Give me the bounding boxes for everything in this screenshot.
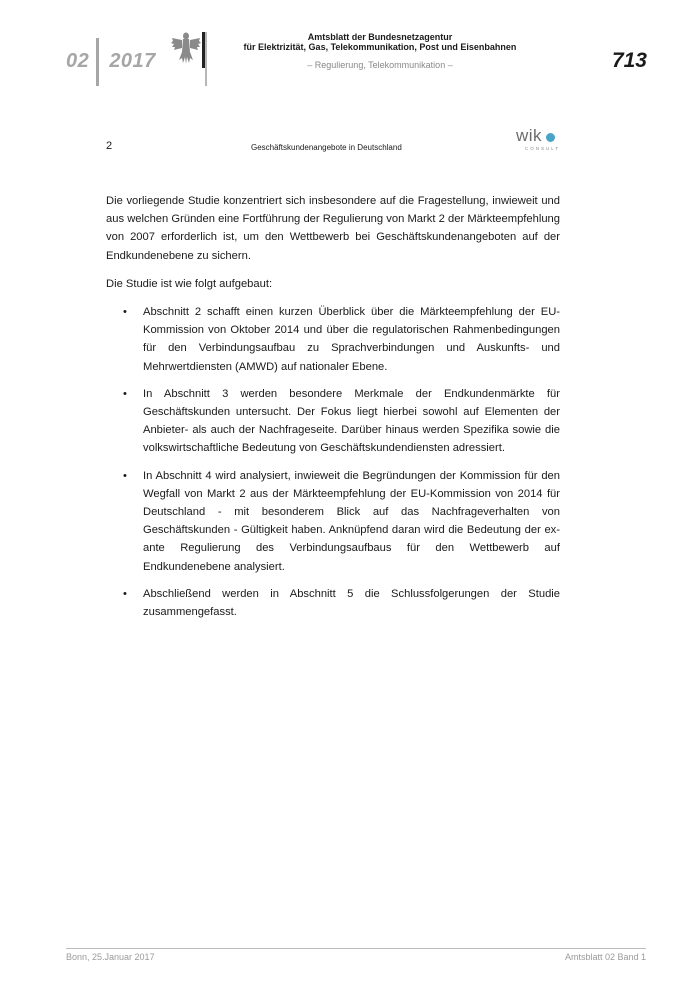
structure-list <box>106 303 560 621</box>
list-item <box>106 385 560 458</box>
list-item-text: Abschließend werden in Abschnitt 5 die Schlussfolgerungen der Studie zusammengefasst. <box>143 587 560 619</box>
federal-eagle-icon <box>171 30 201 66</box>
bullet-icon: • <box>123 306 127 319</box>
agency-name <box>230 32 530 52</box>
bullet-icon: • <box>123 469 127 482</box>
main-content <box>106 192 560 630</box>
page-header <box>0 0 700 90</box>
list-item-text: In Abschnitt 3 werden besondere Merkmale der Endkundenmärkte für Geschäftskunden untersucht. Der Fokus liegt hierbei sowohl auf Elementen der Anbieter- als auch der Nachfrageseite. Darüber hinaus werden Spezifika sowie die volkswirtschaftliche Bedeutung von Geschäftskundendiensten adressiert. <box>143 387 560 455</box>
bullet-icon: • <box>123 387 127 400</box>
brand-bar-grey <box>205 32 207 86</box>
list-item <box>106 303 560 376</box>
list-item <box>106 467 560 576</box>
list-item-text: Abschnitt 2 schafft einen kurzen Überblick über die Märkteempfehlung der EU-Kommission von Oktober 2014 und über die regulatorischen Rahmenbedingungen für den Verbindungsaufbau zu Sprachverbindungen und Auskunfts- und Mehrwertdiensten (AMWD) auf nationaler Ebene. <box>143 306 560 373</box>
issue-year: 2017 <box>109 50 156 72</box>
logo-subtext: CONSULT <box>525 146 561 151</box>
wik-consult-logo <box>513 128 561 154</box>
logo-dot-icon <box>546 133 555 142</box>
logo-text: wik <box>516 126 543 145</box>
structure-intro: Die Studie ist wie folgt aufgebaut: <box>106 277 273 290</box>
list-item <box>106 585 560 621</box>
section-label: – Regulierung, Telekommunikation – <box>307 60 453 70</box>
issue-number: 02 <box>66 50 90 72</box>
bullet-icon: • <box>123 587 127 600</box>
document-header <box>106 128 561 162</box>
issue-divider <box>96 38 99 86</box>
footer-volume: Amtsblatt 02 Band 1 <box>564 952 646 962</box>
issue-label <box>66 50 156 73</box>
agency-line-1: Amtsblatt der Bundesnetzagentur <box>307 32 453 42</box>
document-page-number: 2 <box>106 140 113 152</box>
page-number: 713 <box>611 49 647 72</box>
footer-divider <box>66 948 646 949</box>
document-title: Geschäftskundenangebote in Deutschland <box>251 143 402 152</box>
list-item-text: In Abschnitt 4 wird analysiert, inwieweit die Begründungen der Kommission für den Wegfall von Markt 2 aus der Märkteempfehlung der EU-Kommission von 2014 für Deutschland - mit besonderem Blick auf das Nachfrageverhalten von Geschäftskunden - Gültigkeit haben. Anknüpfend daran wird die Bedeutung der ex-ante Regulierung des Verbindungsaufbaus für den Wettbewerb auf Endkundenebene analysiert. <box>143 469 560 573</box>
intro-paragraph: Die vorliegende Studie konzentriert sich insbesondere auf die Fragestellung, inwieweit und aus welchen Gründen eine Fortführung der Regulierung von Markt 2 der Märkteempfehlung von 2007 erforderlich ist, um den Wettbewerb bei Geschäftskundenangeboten auf der Endkundenebene zu sichern. <box>106 195 560 262</box>
agency-line-2: für Elektrizität, Gas, Telekommunikation, Post und Eisenbahnen <box>243 42 517 52</box>
footer-date: Bonn, 25.Januar 2017 <box>66 952 155 962</box>
